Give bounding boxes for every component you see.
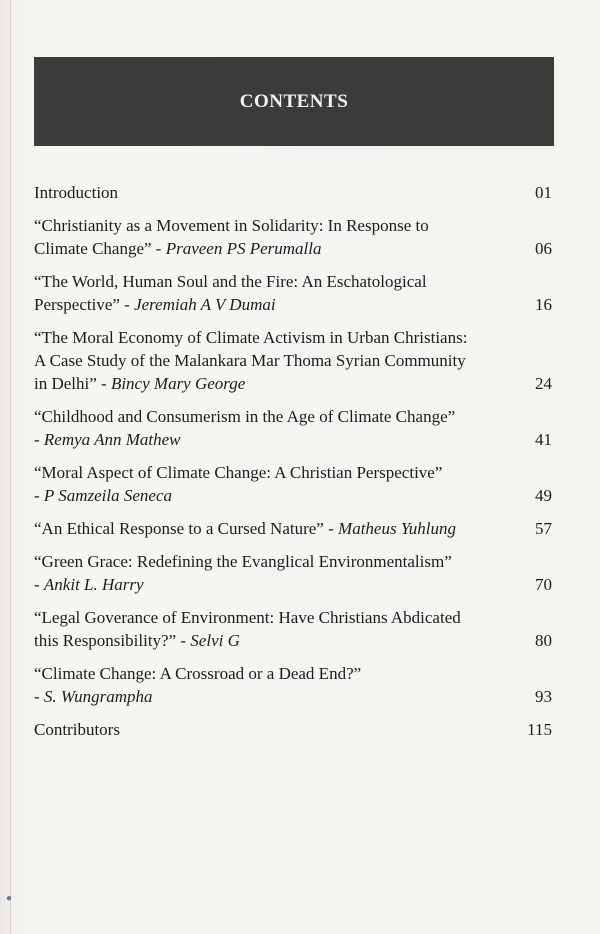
toc-entry-title-line: “The Moral Economy of Climate Activism in Urban Christians: [34, 328, 468, 347]
toc-entry-page-number: 06 [535, 239, 552, 258]
toc-entry[interactable] [34, 326, 552, 395]
toc-entry-final-line [34, 629, 552, 652]
toc-entry-final-line [34, 517, 552, 540]
toc-entry-title-line: in Delhi” - [34, 374, 111, 393]
toc-entry-text [34, 181, 128, 204]
toc-entry-title-line: - [34, 486, 44, 505]
toc-entry-title-line: - [34, 687, 44, 706]
toc-entry-page-number: 70 [535, 575, 552, 594]
toc-entry-title-line: “The World, Human Soul and the Fire: An Eschatological [34, 272, 427, 291]
toc-entry-final-line [34, 181, 552, 204]
toc-entry-author: Selvi G [190, 631, 240, 650]
toc-entry-page-number: 115 [527, 720, 552, 739]
toc-entry[interactable] [34, 517, 552, 540]
toc-entry-text [34, 428, 191, 451]
table-of-contents [34, 181, 552, 741]
toc-entry-text [34, 685, 163, 708]
toc-entry-title-line: this Responsibility?” - [34, 631, 191, 650]
toc-entry-author: S. Wungrampha [43, 687, 153, 706]
toc-entry-title-line: - [34, 430, 44, 449]
toc-entry-text [34, 484, 182, 507]
toc-entry-author: Ankit L. Harry [43, 575, 144, 594]
toc-entry-page-number: 49 [535, 486, 552, 505]
toc-entry-text [34, 237, 332, 260]
toc-entry-text [34, 517, 466, 540]
toc-entry-page-number: 24 [535, 374, 552, 393]
ink-mark-icon: ● [6, 893, 13, 904]
toc-entry-author: Matheus Yuhlung [338, 519, 456, 538]
toc-entry-final-line [34, 718, 552, 741]
toc-entry-text [34, 573, 154, 596]
toc-entry-title-line: Perspective” - [34, 295, 135, 314]
toc-entry-text [34, 718, 130, 741]
toc-entry-author: Remya Ann Mathew [43, 430, 181, 449]
toc-entry-page-number: 80 [535, 631, 552, 650]
toc-entry[interactable] [34, 662, 552, 708]
toc-entry-title-line: “Childhood and Consumerism in the Age of Climate Change” [34, 407, 456, 426]
toc-entry-title-line: - [34, 575, 44, 594]
page-gutter [10, 0, 11, 934]
toc-entry-text [34, 629, 250, 652]
toc-entry[interactable] [34, 405, 552, 451]
toc-entry-final-line [34, 372, 552, 395]
toc-entry-final-line [34, 428, 552, 451]
toc-entry[interactable] [34, 550, 552, 596]
toc-entry-title-line: Introduction [34, 183, 119, 202]
toc-entry-page-number: 41 [535, 430, 552, 449]
toc-entry-title-line: “Legal Goverance of Environment: Have Christians Abdicated [34, 608, 461, 627]
toc-entry-page-number: 16 [535, 295, 552, 314]
contents-header-bar [34, 57, 554, 146]
toc-entry-final-line [34, 573, 552, 596]
toc-entry-final-line [34, 237, 552, 260]
toc-entry[interactable] [34, 181, 552, 204]
toc-entry-title-line: Contributors [34, 720, 120, 739]
toc-entry-title-line: Climate Change” - [34, 239, 166, 258]
toc-entry-author: Praveen PS Perumalla [165, 239, 322, 258]
toc-entry-final-line [34, 484, 552, 507]
toc-entry-page-number: 93 [535, 687, 552, 706]
toc-entry[interactable] [34, 270, 552, 316]
toc-entry-author: Bincy Mary George [110, 374, 246, 393]
toc-entry-author: Jeremiah A V Dumai [134, 295, 276, 314]
toc-entry-title-line: “Climate Change: A Crossroad or a Dead End?” [34, 664, 362, 683]
toc-entry-title-line: A Case Study of the Malankara Mar Thoma Syrian Community [34, 351, 466, 370]
toc-entry-title-line: “Christianity as a Movement in Solidarity: In Response to [34, 216, 429, 235]
toc-entry[interactable] [34, 718, 552, 741]
toc-entry-final-line [34, 293, 552, 316]
toc-entry-author: P Samzeila Seneca [43, 486, 173, 505]
toc-entry-title-line: “Moral Aspect of Climate Change: A Christian Perspective” [34, 463, 443, 482]
toc-entry-text [34, 372, 255, 395]
page-title: CONTENTS [239, 90, 349, 112]
toc-entry-page-number: 57 [535, 519, 552, 538]
toc-entry-title-line: “An Ethical Response to a Cursed Nature” - [34, 519, 339, 538]
toc-entry-page-number: 01 [535, 183, 552, 202]
toc-entry[interactable] [34, 214, 552, 260]
toc-entry-title-line: “Green Grace: Redefining the Evanglical Environmentalism” [34, 552, 452, 571]
toc-entry[interactable] [34, 606, 552, 652]
toc-entry-final-line [34, 685, 552, 708]
toc-entry-text [34, 293, 286, 316]
toc-entry[interactable] [34, 461, 552, 507]
